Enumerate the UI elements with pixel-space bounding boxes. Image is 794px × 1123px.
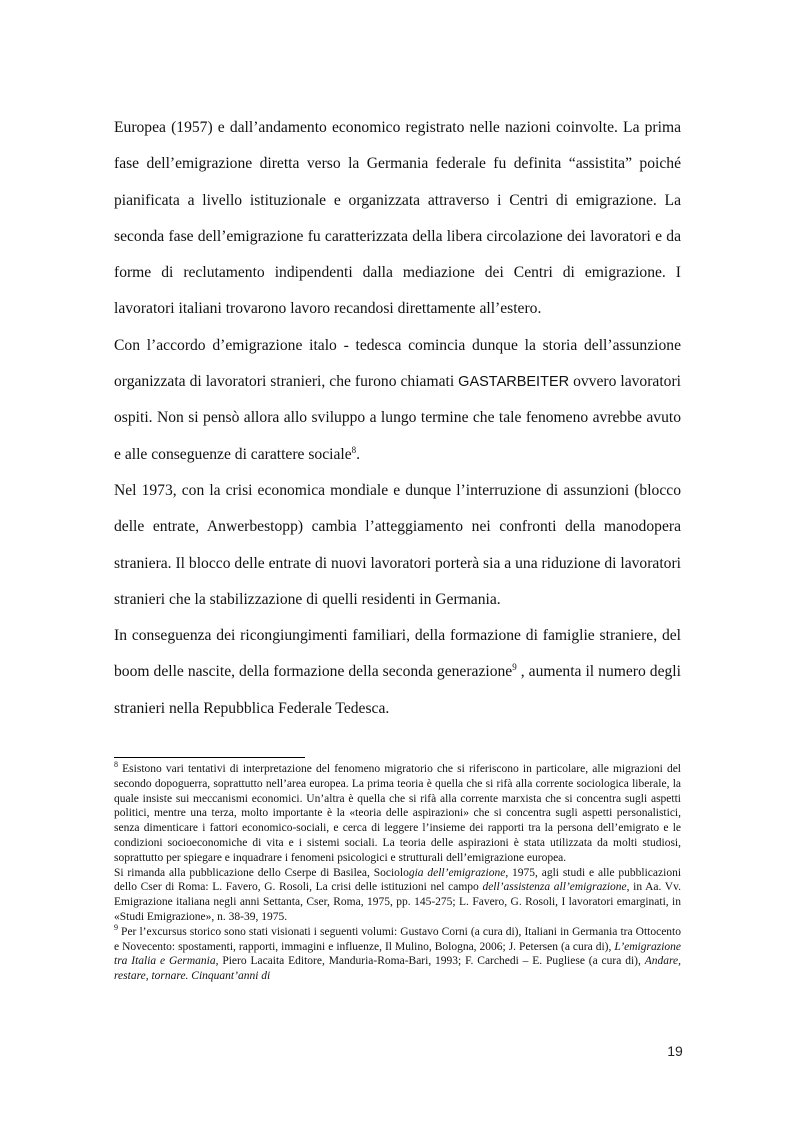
footnote-9-number: 9 <box>114 922 118 932</box>
footnote-8-continuation: Si rimanda alla pubblicazione dello Cserpe di Basilea, Sociologia dell’emigrazione, 1975, agli studi e alle pubblicazioni dello Cser di Roma: L. Favero, G. Rosoli, La crisi delle istituzioni nel campo dell’assistenza all’emigrazione, in Aa. Vv. Emigrazione italiana negli anni Settanta, Cser, Roma, 1975, pp. 145-275; L. Favero, G. Rosoli, I lavoratori emarginati, in «Studi Emigrazione», n. 38-39, 1975. <box>114 866 682 923</box>
paragraph-4: In conseguenza dei ricongiungimenti familiari, della formazione di famiglie straniere, del boom delle nascite, della formazione della seconda generazione$^9$ , aumenta il numero degli stranieri nella Repubblica Federale Tedesca. <box>114 627 681 717</box>
footnote-ref-8[interactable]: 8 <box>351 444 357 455</box>
footnote-9: $^9$ Per l’excursus storico sono stati visionati i seguenti volumi: Gustavo Corni (a cura di), Italiani in Germania tra Ottocento e Novecento: spostamenti, rapporti, immagini e influenze, Il Mulino, Bologna, 2006; J. Petersen (a cura di), L’emigrazione tra Italia e Germania, Piero Lacaita Editore, Manduria-Roma-Bari, 1993; F. Carchedi – E. Pugliese (a cura di), Andare, restare, tornare. Cinquant’anni di <box>114 922 681 983</box>
footnotes <box>114 762 681 984</box>
paragraph-1: Europea (1957) e dall’andamento economico registrato nelle nazioni coinvolte. La prima fase dell’emigrazione diretta verso la Germania federale fu definita “assistita” poiché pianificata a livello istituzionale e organizzata attraverso i Centri di emigrazione. La seconda fase dell’emigrazione fu caratterizzata della libera circolazione dei lavoratori e da forme di reclutamento indipendenti dalla mediazione dei Centri di emigrazione. I lavoratori italiani trovarono lavoro recandosi direttamente all’estero. <box>114 119 681 318</box>
main-text <box>114 110 681 727</box>
page-number: 19 <box>667 1043 683 1059</box>
footnote-ref-9[interactable]: 9 <box>512 662 517 673</box>
paragraph-3: Nel 1973, con la crisi economica mondiale e dunque l’interruzione di assunzioni (blocco delle entrate, Anwerbestopp) cambia l’atteggiamento nei confronti della manodopera straniera. Il blocco delle entrate di nuovi lavoratori porterà sia a una riduzione di lavoratori stranieri che la stabilizzazione di quelli residenti in Germania. <box>114 481 681 608</box>
paragraph-2: Con l’accordo d’emigrazione italo - tedesca comincia dunque la storia dell’assunzione organizzata di lavoratori stranieri, che furono chiamati GASTARBEITER ovvero lavoratori ospiti. Non si pensò allora allo sviluppo a lungo termine che tale fenomeno avrebbe avuto e alle conseguenze di carattere sociale$^8$. <box>114 336 681 463</box>
footnote-8: $^8$ Esistono vari tentativi di interpretazione del fenomeno migratorio che si riferiscono in particolare, alle migrazioni del secondo dopoguerra, soprattutto nell’area europea. La prima teoria è quella che si rifà alla corrente sociologica liberale, la quale insiste sui meccanismi economici. Un’altra è quella che si rifà alla corrente marxista che si concentra sugli aspetti politici, mentre una terza, molto importante è la «teoria delle aspirazioni» che si concentra sugli aspetti personalistici, senza dimenticare i fattori economico-sociali, e cerca di leggere l’insieme dei rapporti tra la persona dell’emigrato e le condizioni socioeconomiche di vita e i sistemi sociali. La teoria delle aspirazioni è stata utilizzata da molti studiosi, soprattutto per spiegare e inquadrare i fenomeni psicologici e strutturali dell’emigrazione europea. <box>114 760 681 864</box>
footnote-8-number: 8 <box>114 760 118 770</box>
footnote-separator <box>114 757 305 758</box>
gastarbeiter-term: GASTARBEITER <box>458 374 570 391</box>
